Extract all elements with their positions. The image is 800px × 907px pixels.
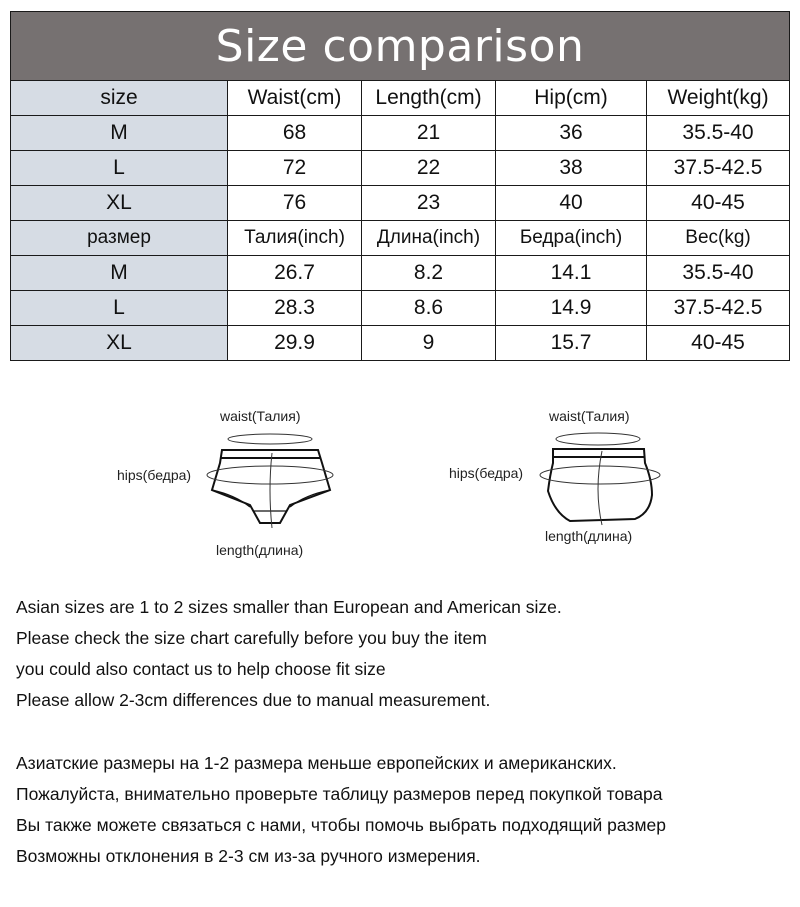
table-row	[11, 291, 790, 326]
hip-cell: 38	[496, 151, 647, 186]
length-cell: 8.6	[362, 291, 496, 326]
table-title: Size comparison	[11, 12, 790, 81]
note-line: Please allow 2-3cm differences due to manual measurement.	[16, 690, 491, 710]
length-cell: 22	[362, 151, 496, 186]
note-line: Please check the size chart carefully before you buy the item	[16, 628, 487, 648]
hips-label: hips(бедра)	[449, 465, 524, 481]
length-cell: 23	[362, 186, 496, 221]
size-cell: L	[11, 291, 228, 326]
header-hip: Hip(cm)	[496, 81, 647, 116]
size-cell: XL	[11, 326, 228, 361]
table-row	[11, 116, 790, 151]
header-length-ru: Длина(inch)	[362, 221, 496, 256]
hips-label: hips(бедра)	[117, 467, 192, 483]
note-line: Вы также можете связаться с нами, чтобы помочь выбрать подходящий размер	[16, 815, 666, 835]
boxer-measurement-diagram	[440, 395, 680, 555]
notes-english	[16, 592, 562, 716]
length-cell: 8.2	[362, 256, 496, 291]
length-cell: 9	[362, 326, 496, 361]
hip-cell: 14.9	[496, 291, 647, 326]
length-label: length(длина)	[545, 528, 633, 544]
briefs-icon	[100, 395, 360, 570]
waist-cell: 76	[228, 186, 362, 221]
hip-cell: 15.7	[496, 326, 647, 361]
table-row	[11, 186, 790, 221]
weight-cell: 37.5-42.5	[647, 151, 790, 186]
cm-header-row	[11, 81, 790, 116]
waist-cell: 26.7	[228, 256, 362, 291]
hip-cell: 40	[496, 186, 647, 221]
header-waist-ru: Талия(inch)	[228, 221, 362, 256]
inch-header-row	[11, 221, 790, 256]
weight-cell: 37.5-42.5	[647, 291, 790, 326]
header-size: size	[11, 81, 228, 116]
size-cell: XL	[11, 186, 228, 221]
note-line: Возможны отклонения в 2-3 см из-за ручного измерения.	[16, 846, 481, 866]
length-label: length(длина)	[216, 542, 304, 558]
table-row	[11, 151, 790, 186]
weight-cell: 35.5-40	[647, 256, 790, 291]
size-comparison-table	[10, 11, 790, 361]
briefs-measurement-diagram	[100, 395, 360, 570]
header-waist: Waist(cm)	[228, 81, 362, 116]
waist-cell: 68	[228, 116, 362, 151]
header-hip-ru: Бедра(inch)	[496, 221, 647, 256]
note-line: you could also contact us to help choose fit size	[16, 659, 386, 679]
boxer-icon	[440, 395, 680, 555]
waist-cell: 29.9	[228, 326, 362, 361]
hip-cell: 36	[496, 116, 647, 151]
waist-label: waist(Талия)	[549, 408, 630, 424]
title-row	[11, 12, 790, 81]
note-line: Пожалуйста, внимательно проверьте таблицу размеров перед покупкой товара	[16, 784, 663, 804]
weight-cell: 40-45	[647, 186, 790, 221]
size-cell: M	[11, 116, 228, 151]
header-weight-ru: Вес(kg)	[647, 221, 790, 256]
note-line: Asian sizes are 1 to 2 sizes smaller than European and American size.	[16, 597, 562, 617]
length-cell: 21	[362, 116, 496, 151]
weight-cell: 40-45	[647, 326, 790, 361]
header-weight: Weight(kg)	[647, 81, 790, 116]
size-cell: L	[11, 151, 228, 186]
size-cell: M	[11, 256, 228, 291]
hip-cell: 14.1	[496, 256, 647, 291]
waist-label: waist(Талия)	[220, 408, 301, 424]
notes-russian	[16, 748, 666, 872]
weight-cell: 35.5-40	[647, 116, 790, 151]
waist-cell: 28.3	[228, 291, 362, 326]
waist-cell: 72	[228, 151, 362, 186]
table-row	[11, 256, 790, 291]
header-size-ru: размер	[11, 221, 228, 256]
header-length: Length(cm)	[362, 81, 496, 116]
table-row	[11, 326, 790, 361]
note-line: Азиатские размеры на 1-2 размера меньше европейских и американских.	[16, 753, 617, 773]
